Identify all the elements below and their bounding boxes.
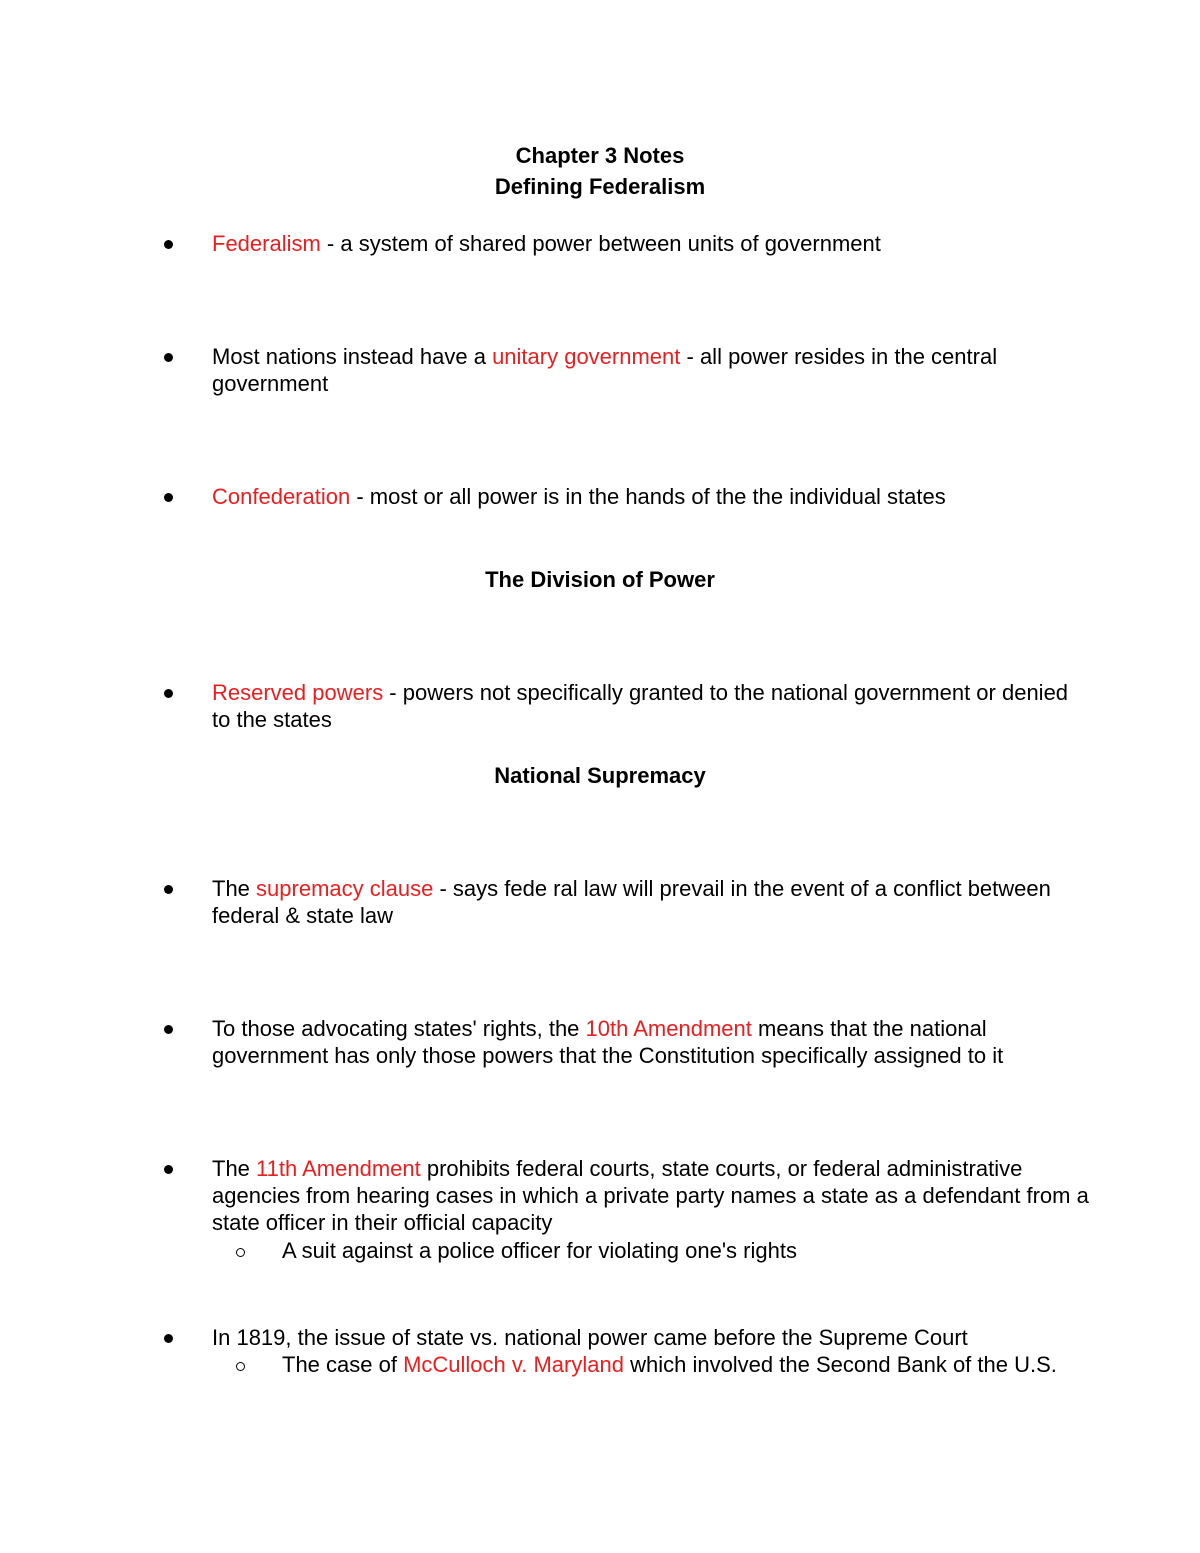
key-term: 10th Amendment xyxy=(585,1016,752,1041)
bullet-icon xyxy=(164,353,173,362)
bullet-icon xyxy=(164,689,173,698)
bullet-icon xyxy=(164,1165,173,1174)
list-item-1819-supreme-court: In 1819, the issue of state vs. national power came before the Supreme Court xyxy=(212,1324,1092,1351)
section-heading-national-supremacy: National Supremacy xyxy=(494,763,706,788)
list-item-11th-amendment: The 11th Amendment prohibits federal courts, state courts, or federal administrative agencies from hearing cases in which a private party names a state as a defendant from a state officer in their official capacity xyxy=(212,1155,1092,1236)
key-term: unitary government xyxy=(492,344,681,369)
key-term: Reserved powers xyxy=(212,680,384,705)
hollow-bullet-icon xyxy=(236,1362,245,1371)
bullet-icon xyxy=(164,885,173,894)
sub-list-item-police-officer-suit: A suit against a police officer for violating one's rights xyxy=(282,1237,1082,1264)
key-term: supremacy clause xyxy=(256,876,434,901)
key-term: McCulloch v. Maryland xyxy=(403,1352,624,1377)
key-term: 11th Amendment xyxy=(256,1156,421,1181)
list-item-10th-amendment: To those advocating states' rights, the 10th Amendment means that the national government has only those powers that the Constitution specifically assigned to it xyxy=(212,1015,1092,1069)
list-item-unitary-government: Most nations instead have a unitary government - all power resides in the central government xyxy=(212,343,1092,397)
hollow-bullet-icon xyxy=(236,1248,245,1257)
document-title: Chapter 3 Notes xyxy=(515,143,685,168)
list-item-reserved-powers: Reserved powers - powers not specifically granted to the national government or denied to the states xyxy=(212,679,1092,733)
bullet-icon xyxy=(164,493,173,502)
bullet-icon xyxy=(164,1334,173,1343)
key-term: Confederation xyxy=(212,484,351,509)
list-item-supremacy-clause: The supremacy clause - says fede ral law will prevail in the event of a conflict between federal & state law xyxy=(212,875,1092,929)
list-item-confederation: Confederation - most or all power is in the hands of the the individual states xyxy=(212,483,1092,510)
key-term: Federalism xyxy=(212,231,321,256)
sub-list-item-mcculloch-case: The case of McCulloch v. Maryland which involved the Second Bank of the U.S. xyxy=(282,1351,1082,1378)
list-item-federalism: Federalism - a system of shared power between units of government xyxy=(212,230,1092,257)
section-heading-division-of-power: The Division of Power xyxy=(485,567,715,592)
section-heading-defining-federalism: Defining Federalism xyxy=(494,174,706,199)
bullet-icon xyxy=(164,240,173,249)
bullet-icon xyxy=(164,1025,173,1034)
